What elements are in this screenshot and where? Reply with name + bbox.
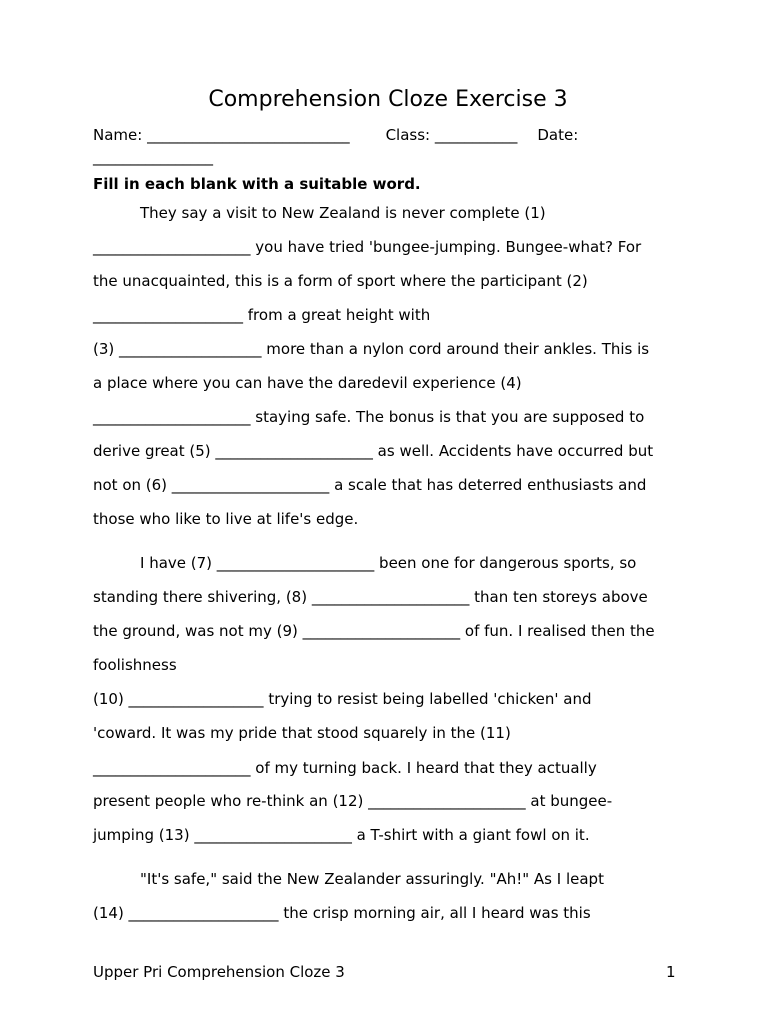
passage-line: derive great (5) _____________________ as well. Accidents have occurred but: [93, 442, 654, 460]
passage-line: foolishness: [93, 656, 177, 674]
student-info: [93, 124, 683, 168]
date-field-label: Date:: [537, 126, 579, 144]
page-number: 1: [666, 963, 676, 981]
instruction-text: Fill in each blank with a suitable word.: [93, 175, 421, 193]
passage-line: _____________________ you have tried 'bungee-jumping. Bungee-what? For: [93, 238, 642, 256]
class-field-label: Class: ___________: [385, 126, 518, 144]
passage-line: (10) __________________ trying to resist being labelled 'chicken' and: [93, 690, 592, 708]
footer-title: Upper Pri Comprehension Cloze 3: [93, 963, 345, 981]
passage-line: They say a visit to New Zealand is never complete (1): [140, 204, 546, 222]
name-field-label: Name: ___________________________: [93, 126, 350, 144]
date-blank: ________________: [93, 148, 213, 166]
passage-line: ____________________ from a great height with: [93, 306, 431, 324]
passage-line: standing there shivering, (8) _____________________ than ten storeys above: [93, 588, 648, 606]
passage-line: not on (6) _____________________ a scale that has deterred enthusiasts and: [93, 476, 647, 494]
passage-line: jumping (13) _____________________ a T-shirt with a giant fowl on it.: [93, 826, 590, 844]
passage-line: a place where you can have the daredevil experience (4): [93, 374, 522, 392]
passage-line: 'coward. It was my pride that stood squarely in the (11): [93, 724, 511, 742]
passage-line: "It's safe," said the New Zealander assuringly. "Ah!" As I leapt: [140, 870, 604, 888]
passage-line: the ground, was not my (9) _____________________ of fun. I realised then the: [93, 622, 655, 640]
passage-line: those who like to live at life's edge.: [93, 510, 359, 528]
passage-line: _____________________ staying safe. The bonus is that you are supposed to: [93, 408, 645, 426]
passage-line: _____________________ of my turning back. I heard that they actually: [93, 759, 597, 777]
passage-line: I have (7) _____________________ been one for dangerous sports, so: [140, 554, 637, 572]
page-title: Comprehension Cloze Exercise 3: [208, 87, 568, 112]
passage-line: (3) ___________________ more than a nylon cord around their ankles. This is: [93, 340, 650, 358]
passage-line: present people who re-think an (12) _____________________ at bungee-: [93, 792, 613, 810]
passage-line: (14) ____________________ the crisp morning air, all I heard was this: [93, 904, 591, 922]
passage-line: the unacquainted, this is a form of sport where the participant (2): [93, 272, 588, 290]
